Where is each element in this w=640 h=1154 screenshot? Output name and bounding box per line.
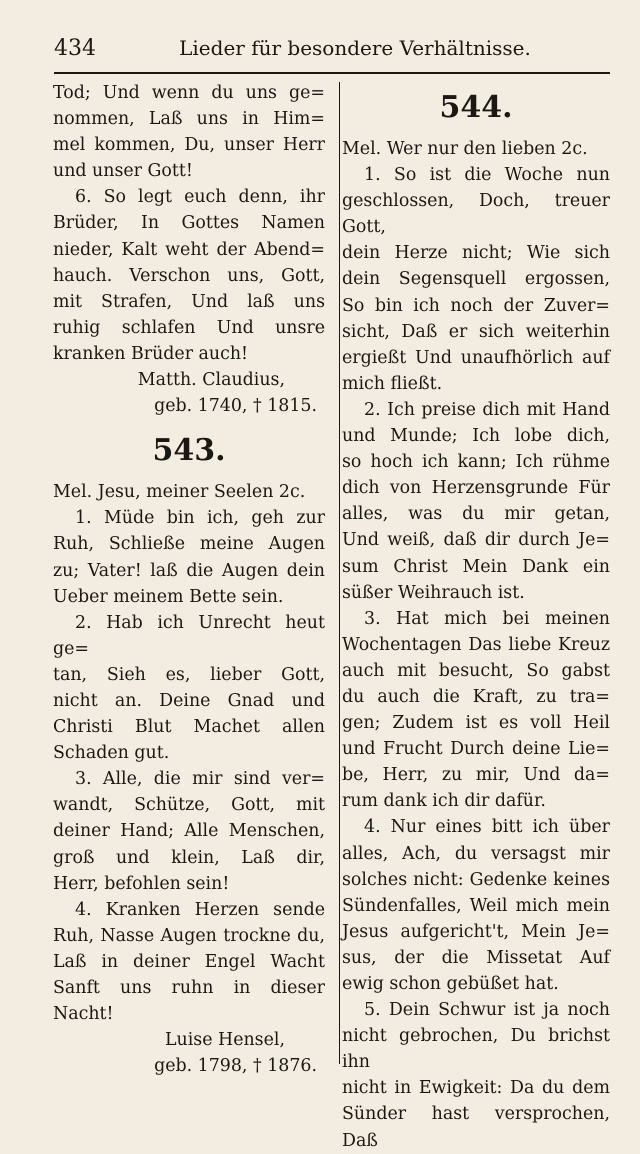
author-dates: geb. 1798, † 1876. [154,1056,317,1077]
verse-6 [53,184,325,367]
verse-5 [342,997,610,1154]
verse-line: Laß in deiner Engel Wacht [53,951,325,972]
author-name: Matth. Claudius, [137,370,285,391]
verse-line: So bin ich noch der Zuver= [342,295,610,316]
verse-line: zu; Vater! laß die Augen dein [53,560,325,581]
verse-4 [53,897,325,1027]
verse-line: sicht, Daß er sich weiterhin [342,321,610,342]
verse-line: Sündenfalles, Weil mich mein [342,895,610,916]
verse-line: ruhig schlafen Und unsre [53,317,325,338]
verse-4 [342,814,610,997]
verse-line: alles, Ach, du versagst mir [342,843,610,864]
verse-line: so hoch ich kann; Ich rühme [342,452,610,473]
verse-line: Christi Blut Machet allen [53,717,325,738]
verse-line: 3. Alle, die mir sind ver= [75,769,325,790]
verse-2 [53,610,325,767]
verse-line: 4. Kranken Herzen sende [75,899,325,920]
verse-line: Wochentagen Das liebe Kreuz [342,634,610,655]
verse-line: 2. Ich preise dich mit Hand [364,399,610,420]
verse-line: ewig schon gebüßet hat. [342,974,559,994]
verse-line: Sanft uns ruhn in dieser [53,978,325,998]
verse-line: süßer Weihrauch ist. [342,582,525,603]
verse-line: tan, Sieh es, lieber Gott, [53,664,325,685]
column-divider [339,82,340,1064]
verse-1 [53,505,325,609]
verse-3 [53,766,325,896]
verse-line: wandt, Schütze, Gott, mit [53,795,325,816]
verse-1 [342,162,610,397]
verse-line: Jesus aufgericht't, Mein Je= [342,921,610,942]
verse-line: du auch die Kraft, zu tra= [342,686,610,707]
verse-line: Tod; Und wenn du uns ge= [53,83,325,103]
verse-line: und Munde; Ich lobe dich, [342,426,610,447]
verse-line: und Frucht Durch deine Lie= [342,739,610,760]
verse-line: deiner Hand; Alle Menschen, [53,821,325,842]
verse-line: sum Christ Mein Dank ein [342,556,610,577]
verse-line: nicht gebrochen, Du brichst ihn [342,1026,610,1073]
verse-line: und unser Gott! [53,161,193,182]
running-title: Lieder für besondere Verhältnisse. [179,36,531,60]
verse-3 [342,606,610,815]
verse-line: mel kommen, Du, unser Herr [53,135,325,156]
verse-line: Und weiß, daß dir durch Je= [342,530,610,551]
verse-line: 1. So ist die Woche nun [364,165,610,186]
verse-continuation [53,80,325,184]
verse-line: dein Herze nicht; Wie sich [342,243,610,264]
verse-line: groß und klein, Laß dir, [53,847,325,868]
verse-line: nommen, Laß uns in Him= [53,109,325,130]
verse-line: kranken Brüder auch! [53,343,249,364]
page-number: 434 [54,36,96,61]
verse-line: 4. Nur eines bitt ich über [364,817,610,838]
verse-line: Nacht! [53,1004,114,1025]
verse-line: nicht in Ewigkeit: Da du dem [342,1078,610,1099]
verse-2 [342,397,610,606]
hymn-number: 543. [152,433,226,469]
verse-line: 3. Hat mich bei meinen [364,608,610,629]
hymn-number: 544. [439,90,513,125]
verse-line: 5. Dein Schwur ist ja noch [364,1000,610,1021]
page-header [54,34,610,74]
verse-line: Ruh, Schließe meine Augen [53,534,325,555]
verse-line: mit Strafen, Und laß uns [53,291,325,312]
verse-line: geschlossen, Doch, treuer Gott, [342,191,610,238]
verse-line: rum dank ich dir dafür. [342,791,546,812]
right-column [342,80,610,1154]
verse-line: 1. Müde bin ich, geh zur [75,508,325,529]
verse-line: 6. So legt euch denn, ihr [75,187,325,208]
verse-line: dein Segensquell ergossen, [342,269,610,290]
verse-line: ergießt Und unaufhörlich auf [342,347,610,368]
verse-line: mich fließt. [342,373,443,394]
verse-line: Ueber meinem Bette sein. [53,586,284,607]
verse-line: gen; Zudem ist es voll Heil [342,713,610,734]
verse-line: solches nicht: Gedenke keines [342,869,610,890]
verse-line: be, Herr, zu mir, Und da= [342,765,610,786]
verse-line: dich von Herzensgrunde Für [342,478,610,499]
verse-line: Sünder hast versprochen, Daß [342,1104,610,1151]
verse-line: nieder, Kalt weht der Abend= [53,239,325,260]
verse-line: alles, was du mir getan, [342,504,610,525]
verse-line: 2. Hab ich Unrecht heut ge= [53,612,325,659]
left-column [53,80,325,1079]
verse-line: auch mit besucht, So gabst [342,660,610,681]
melody-line: Mel. Wer nur den lieben 2c. [342,139,588,159]
verse-line: Schaden gut. [53,743,170,764]
header-rule [54,72,610,74]
verse-line: hauch. Verschon uns, Gott, [53,265,325,286]
verse-line: Brüder, In Gottes Namen [53,213,325,234]
verse-line: sus, der die Missetat Auf [342,947,610,968]
melody-line: Mel. Jesu, meiner Seelen 2c. [53,482,306,503]
author-dates: geb. 1740, † 1815. [154,396,317,417]
verse-line: Ruh, Nasse Augen trockne du, [53,925,325,946]
verse-line: nicht an. Deine Gnad und [53,690,325,711]
verse-line: Herr, befohlen sein! [53,873,230,894]
author-name: Luise Hensel, [164,1030,285,1051]
